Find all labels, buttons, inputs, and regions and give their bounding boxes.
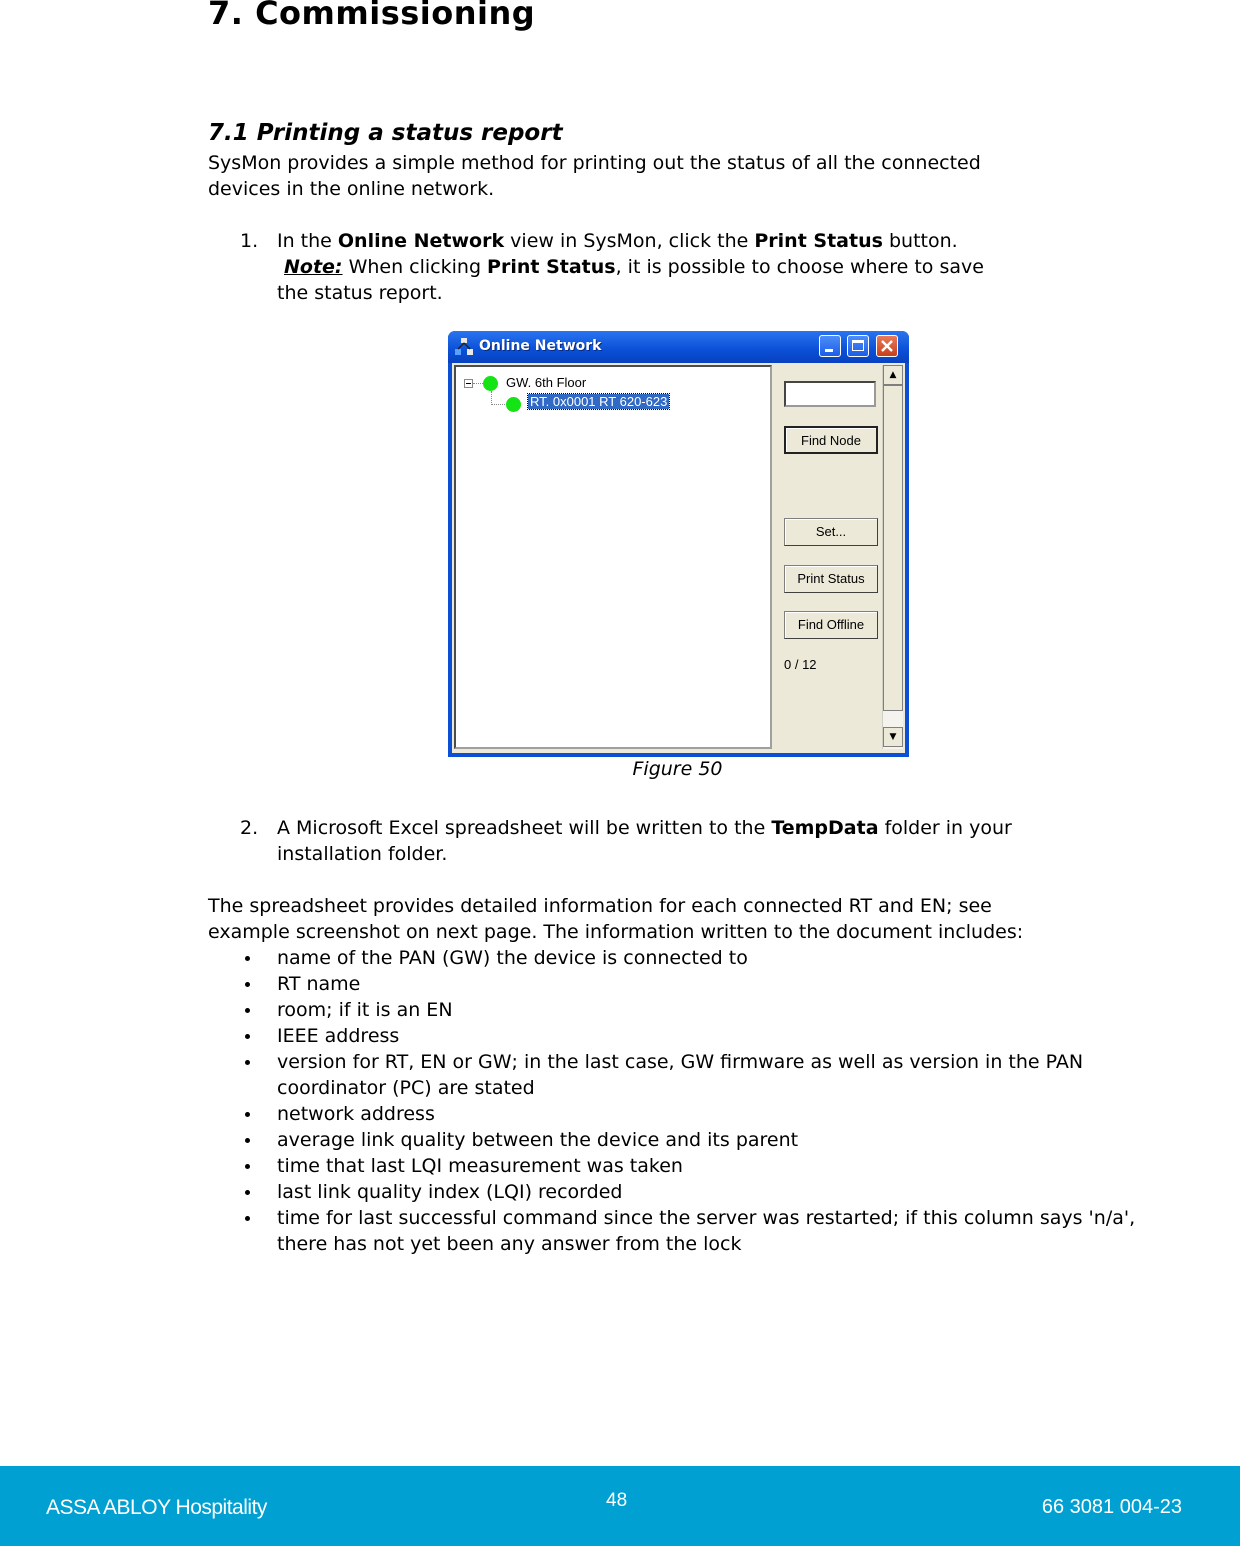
list-item: time that last LQI measurement was taken	[245, 1153, 1145, 1179]
bullet-icon	[245, 1138, 250, 1143]
step-2-number: 2.	[240, 817, 259, 839]
title-bar	[448, 331, 909, 363]
find-offline-button[interactable]: Find Offline	[784, 611, 878, 639]
bullet-icon	[245, 1008, 250, 1013]
bullet-icon	[245, 956, 250, 961]
tree-node-rt-selected[interactable]: RT. 0x0001 RT 620-623	[530, 394, 668, 409]
step-2-line-2: installation folder.	[277, 843, 448, 865]
section-heading: 7.1 Printing a status report	[208, 120, 563, 146]
list-item: last link quality index (LQI) recorded	[245, 1179, 1145, 1205]
chapter-heading: 7. Commissioning	[208, 0, 536, 32]
step-1-note-line-2: the status report.	[277, 282, 443, 304]
footer-brand: ASSA ABLOY Hospitality	[46, 1496, 267, 1519]
search-node-input[interactable]	[784, 381, 876, 407]
window-client	[452, 363, 905, 753]
tree-connector	[491, 404, 505, 405]
step-1-number: 1.	[240, 230, 259, 252]
collapse-toggle-icon[interactable]	[464, 379, 473, 388]
node-counter: 0 / 12	[784, 657, 817, 672]
bullet-icon	[245, 1190, 250, 1195]
print-status-button[interactable]: Print Status	[784, 565, 878, 593]
close-icon	[877, 336, 897, 356]
step-1-note: Note: When clicking Print Status, it is possible to choose where to save	[284, 256, 984, 278]
list-item: version for RT, EN or GW; in the last case, GW firmware as well as version in the PAN coordinator (PC) are stated	[245, 1049, 1107, 1101]
scroll-thumb[interactable]	[883, 385, 903, 711]
maximize-button[interactable]	[847, 335, 869, 357]
tree-connector	[473, 383, 483, 384]
intro-line-1: SysMon provides a simple method for printing out the status of all the connected	[208, 152, 981, 174]
close-button[interactable]	[876, 335, 898, 357]
step-2-text: A Microsoft Excel spreadsheet will be written to the TempData folder in your	[277, 817, 1012, 839]
bullet-icon	[245, 1216, 250, 1221]
page-footer	[0, 1466, 1240, 1546]
summary-line-1: The spreadsheet provides detailed information for each connected RT and EN; see	[208, 895, 992, 917]
window-title: Online Network	[479, 338, 602, 354]
intro-line-2: devices in the online network.	[208, 178, 495, 200]
bullet-icon	[245, 1164, 250, 1169]
network-app-icon	[454, 337, 474, 357]
summary-line-2: example screenshot on next page. The information written to the document includes:	[208, 921, 1024, 943]
list-item: RT name	[245, 971, 1145, 997]
figure-caption: Figure 50	[632, 758, 723, 780]
list-item: network address	[245, 1101, 1145, 1127]
step-1-text: In the Online Network view in SysMon, click the Print Status button.	[277, 230, 958, 252]
status-online-icon	[483, 376, 498, 391]
list-item: time for last successful command since the server was restarted; if this column says 'n/a', there has not yet been any answer from the lock	[245, 1205, 1147, 1257]
document-number: 66 3081 004-23	[1041, 1496, 1182, 1518]
page-number: 48	[606, 1490, 628, 1511]
minimize-button[interactable]	[819, 335, 841, 357]
list-item: IEEE address	[245, 1023, 1145, 1049]
list-item: name of the PAN (GW) the device is connected to	[245, 945, 1145, 971]
side-panel	[774, 363, 878, 753]
bullet-icon	[245, 1060, 250, 1065]
set-button[interactable]: Set...	[784, 518, 878, 546]
bullet-icon	[245, 982, 250, 987]
scroll-down-arrow-icon[interactable]: ▼	[883, 727, 903, 747]
scroll-up-arrow-icon[interactable]: ▲	[883, 365, 903, 385]
tree-connector	[491, 391, 492, 405]
info-bullet-list	[245, 945, 1145, 1257]
vertical-scrollbar[interactable]	[882, 365, 903, 749]
find-node-button[interactable]: Find Node	[784, 426, 878, 454]
status-online-icon	[506, 397, 521, 412]
network-tree[interactable]	[454, 365, 772, 749]
bullet-icon	[245, 1034, 250, 1039]
list-item: room; if it is an EN	[245, 997, 1145, 1023]
tree-node-gateway[interactable]: GW. 6th Floor	[506, 375, 587, 390]
online-network-window	[448, 331, 909, 757]
bullet-icon	[245, 1112, 250, 1117]
list-item: average link quality between the device and its parent	[245, 1127, 1145, 1153]
